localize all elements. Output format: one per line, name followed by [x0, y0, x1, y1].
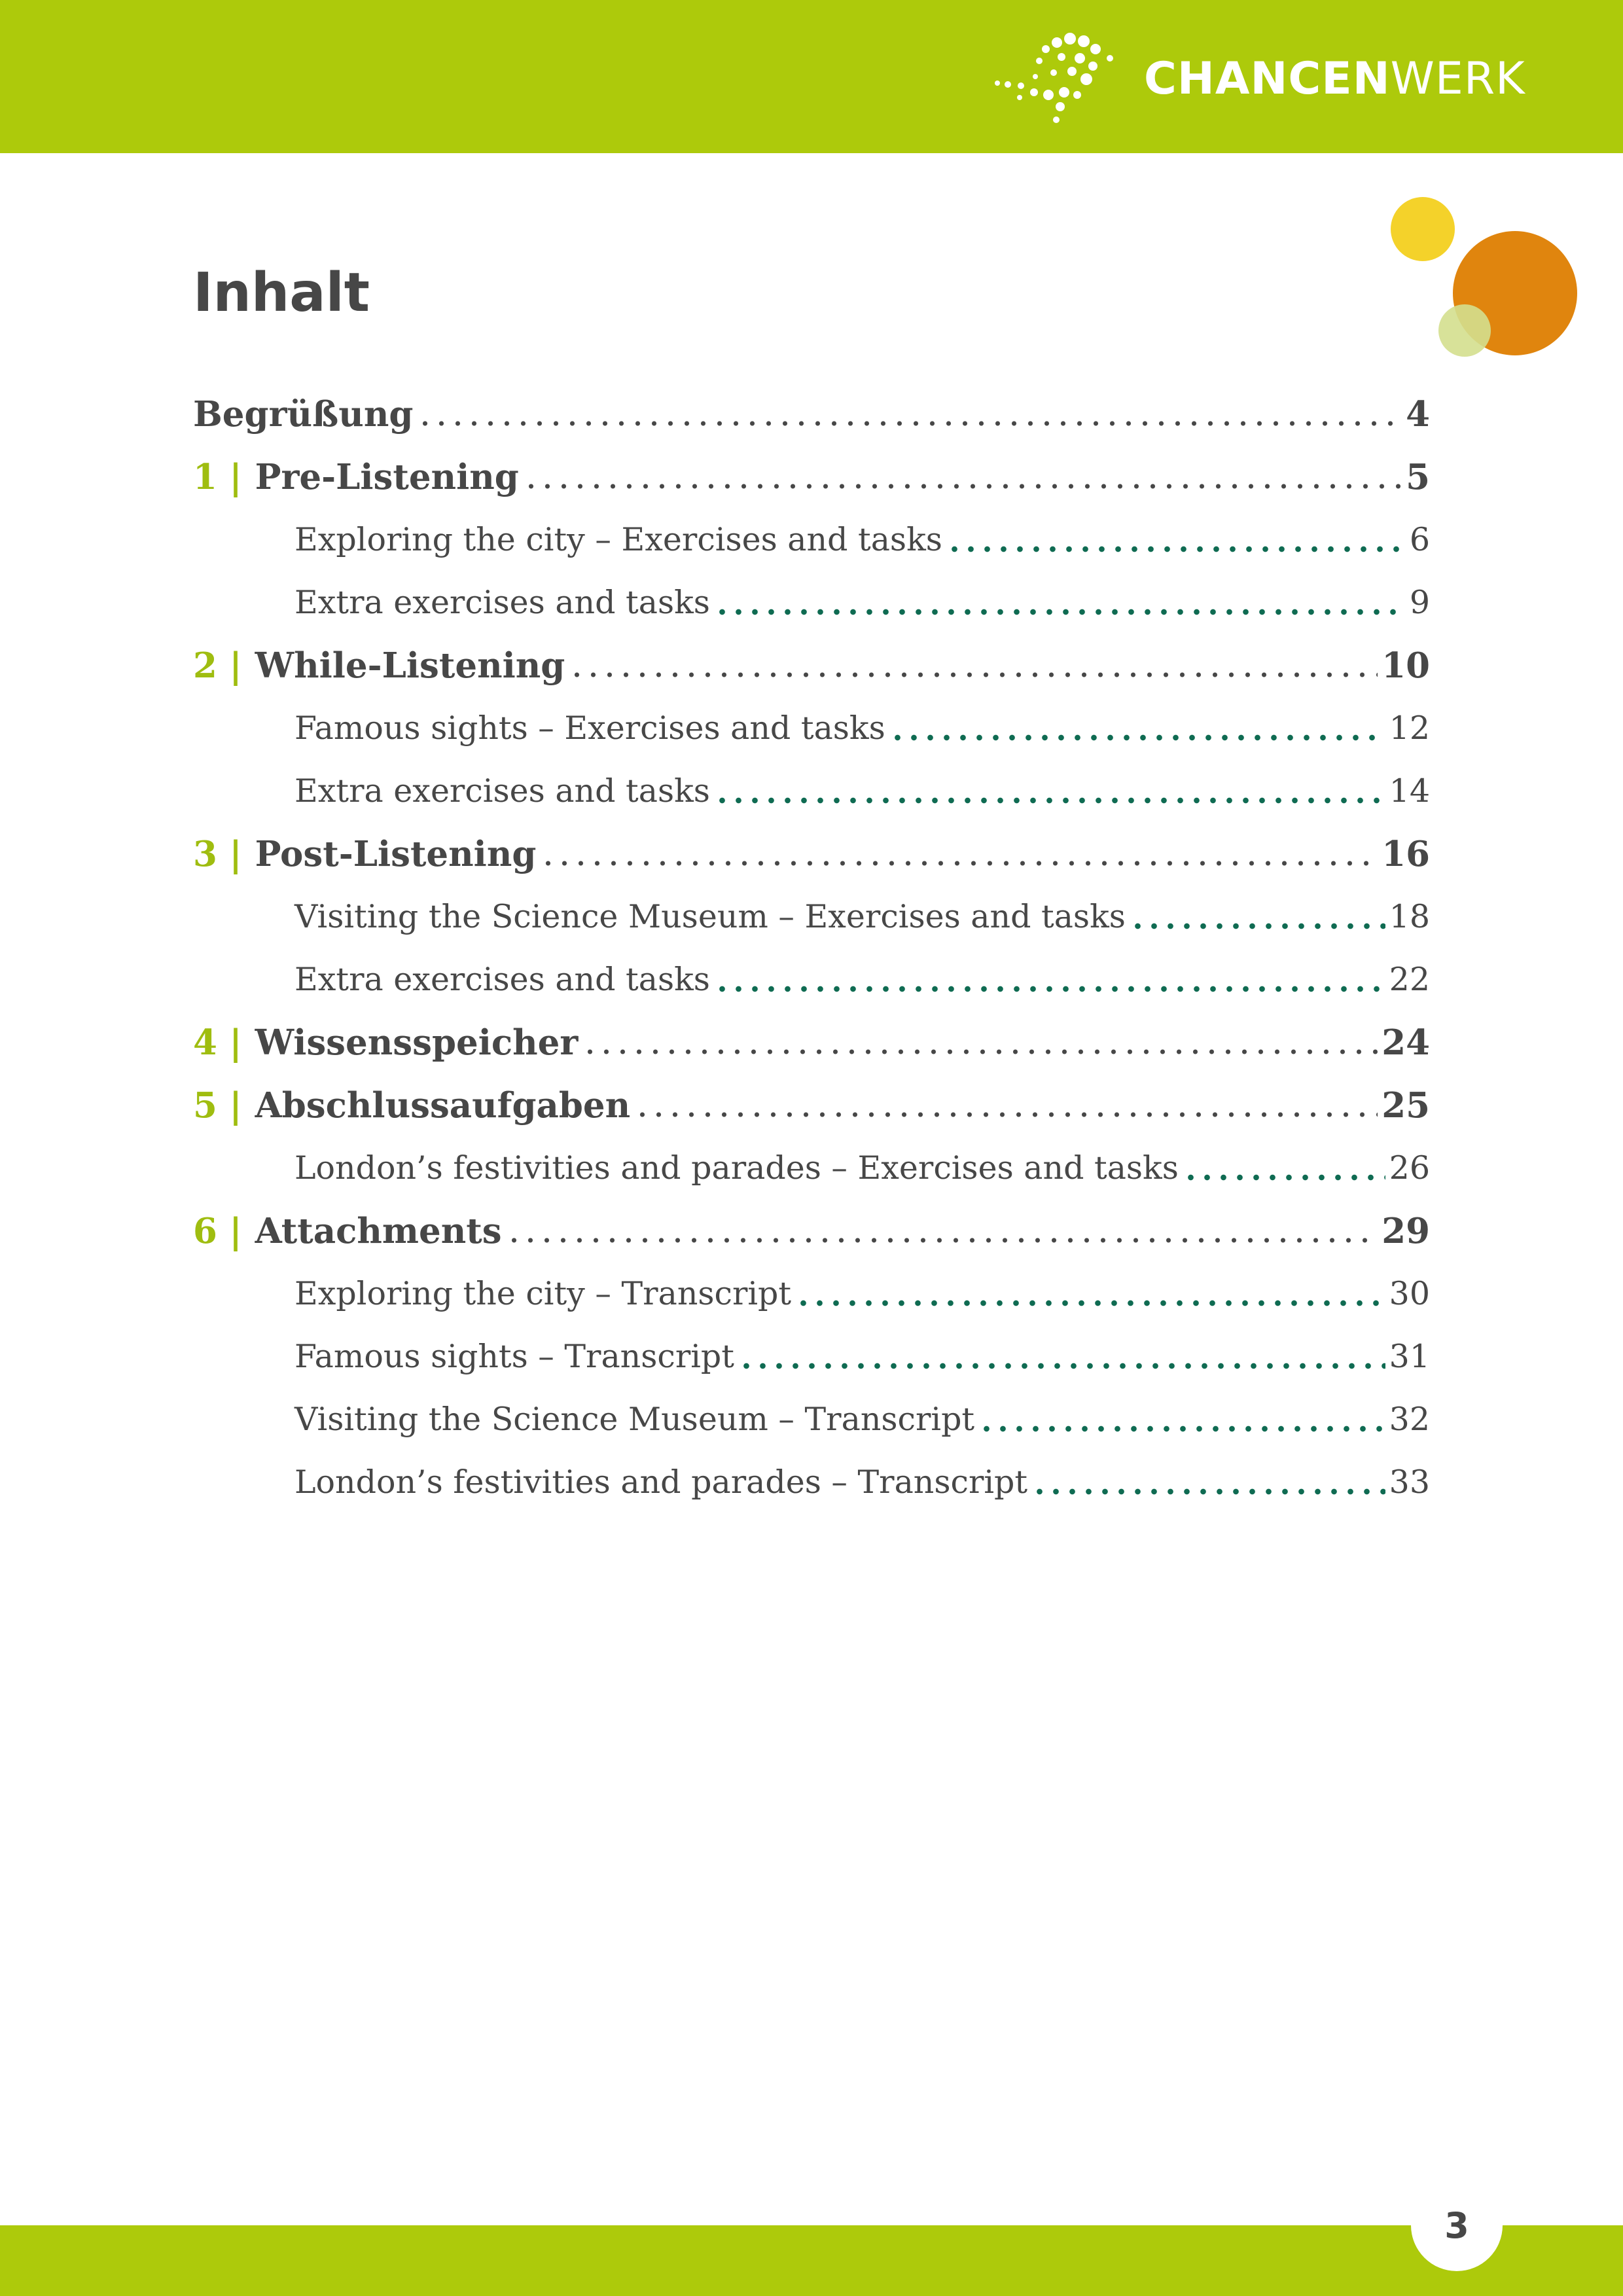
chancenwerk-logo	[988, 26, 1525, 131]
toc-entry-title: Abschlussaufgaben	[255, 1085, 631, 1126]
dot-leader	[1130, 918, 1385, 934]
toc-chapter-entry[interactable]	[193, 446, 1430, 509]
toc-page-number: 26	[1389, 1149, 1430, 1187]
dot-leader	[1183, 1170, 1385, 1185]
dot-leader	[714, 604, 1406, 620]
page-title: Inhalt	[193, 262, 370, 324]
toc-chapter-number: 6 |	[193, 1211, 242, 1251]
toc-entry-title: Attachments	[255, 1211, 502, 1251]
toc-page-number: 12	[1389, 709, 1430, 747]
toc-entry-title: Begrüßung	[193, 394, 414, 435]
toc-chapter-number: 5 |	[193, 1085, 242, 1126]
toc-section-entry[interactable]	[193, 697, 1430, 760]
dot-leader	[569, 667, 1378, 683]
toc-page-number: 16	[1382, 834, 1430, 874]
toc-page-number: 31	[1389, 1338, 1430, 1375]
toc-section-entry[interactable]	[193, 886, 1430, 948]
toc-page-number: 18	[1389, 898, 1430, 935]
footer-bar	[0, 2225, 1623, 2296]
toc-page-number: 29	[1382, 1211, 1430, 1251]
dot-leader	[889, 730, 1385, 745]
toc-page-number: 10	[1382, 645, 1430, 686]
toc-chapter-number: 4 |	[193, 1022, 242, 1063]
brand-name	[1144, 53, 1525, 105]
toc-chapter-entry[interactable]	[193, 383, 1430, 446]
toc-page-number: 5	[1406, 457, 1430, 497]
toc-section-entry[interactable]	[193, 509, 1430, 571]
toc-page-number: 14	[1389, 772, 1430, 810]
toc-entry-title: Wissensspeicher	[255, 1022, 579, 1063]
toc-page-number: 24	[1382, 1022, 1430, 1063]
dot-leader	[714, 793, 1385, 808]
toc-section-entry[interactable]	[193, 571, 1430, 634]
toc-page-number: 6	[1409, 521, 1430, 558]
dot-leader	[738, 1358, 1385, 1374]
toc-section-entry[interactable]	[193, 948, 1430, 1011]
dot-leader	[795, 1295, 1385, 1311]
toc-entry-title: Famous sights – Exercises and tasks	[294, 709, 885, 747]
toc-chapter-number: 2 |	[193, 645, 242, 686]
dot-leader	[506, 1232, 1378, 1248]
brand-name-light: WERK	[1390, 52, 1525, 105]
toc-page-number: 33	[1389, 1463, 1430, 1501]
toc-chapter-entry[interactable]	[193, 1200, 1430, 1263]
toc-chapter-number: 1 |	[193, 457, 242, 497]
toc-section-entry[interactable]	[193, 1325, 1430, 1388]
toc-entry-title: London’s festivities and parades – Exercises and tasks	[294, 1149, 1179, 1187]
toc-entry-title: Extra exercises and tasks	[294, 961, 710, 998]
toc-page-number: 30	[1389, 1275, 1430, 1312]
dot-leader	[634, 1107, 1378, 1122]
dot-leader	[946, 541, 1406, 557]
toc-entry-title: Pre-Listening	[255, 457, 519, 497]
toc-entry-title: Exploring the city – Transcript	[294, 1275, 792, 1312]
toc-entry-title: Post-Listening	[255, 834, 537, 874]
dot-leader	[978, 1421, 1385, 1437]
toc-entry-title: Extra exercises and tasks	[294, 584, 710, 621]
toc-entry-title: Visiting the Science Museum – Transcript	[294, 1401, 975, 1438]
dot-leader	[540, 855, 1378, 871]
toc-page-number: 25	[1382, 1085, 1430, 1126]
header-bar	[0, 0, 1623, 153]
toc-section-entry[interactable]	[193, 1263, 1430, 1325]
toc-section-entry[interactable]	[193, 760, 1430, 823]
page-number-badge: 3	[1411, 2179, 1503, 2271]
dot-leader	[714, 981, 1385, 997]
dot-leader	[582, 1044, 1378, 1060]
dot-leader	[523, 478, 1402, 494]
toc-entry-title: Extra exercises and tasks	[294, 772, 710, 810]
decorative-circles	[1374, 190, 1590, 367]
brand-name-strong: CHANCEN	[1144, 52, 1391, 105]
toc-page-number: 32	[1389, 1401, 1430, 1438]
toc-section-entry[interactable]	[193, 1388, 1430, 1451]
toc-chapter-entry[interactable]	[193, 823, 1430, 886]
toc-section-entry[interactable]	[193, 1137, 1430, 1200]
toc-chapter-number: 3 |	[193, 834, 242, 874]
toc-entry-title: Exploring the city – Exercises and tasks	[294, 521, 942, 558]
dot-leader	[417, 416, 1402, 431]
toc-chapter-entry[interactable]	[193, 1074, 1430, 1137]
toc-entry-title: While-Listening	[255, 645, 565, 686]
logo-dots-icon	[988, 29, 1119, 128]
toc-page-number: 22	[1389, 961, 1430, 998]
table-of-contents	[193, 383, 1430, 1514]
toc-entry-title: Visiting the Science Museum – Exercises and tasks	[294, 898, 1126, 935]
dot-leader	[1031, 1484, 1385, 1499]
toc-entry-title: London’s festivities and parades – Transcript	[294, 1463, 1028, 1501]
toc-chapter-entry[interactable]	[193, 634, 1430, 697]
toc-entry-title: Famous sights – Transcript	[294, 1338, 734, 1375]
toc-page-number: 4	[1406, 394, 1430, 435]
toc-page-number: 9	[1409, 584, 1430, 621]
toc-chapter-entry[interactable]	[193, 1011, 1430, 1074]
toc-section-entry[interactable]	[193, 1451, 1430, 1514]
